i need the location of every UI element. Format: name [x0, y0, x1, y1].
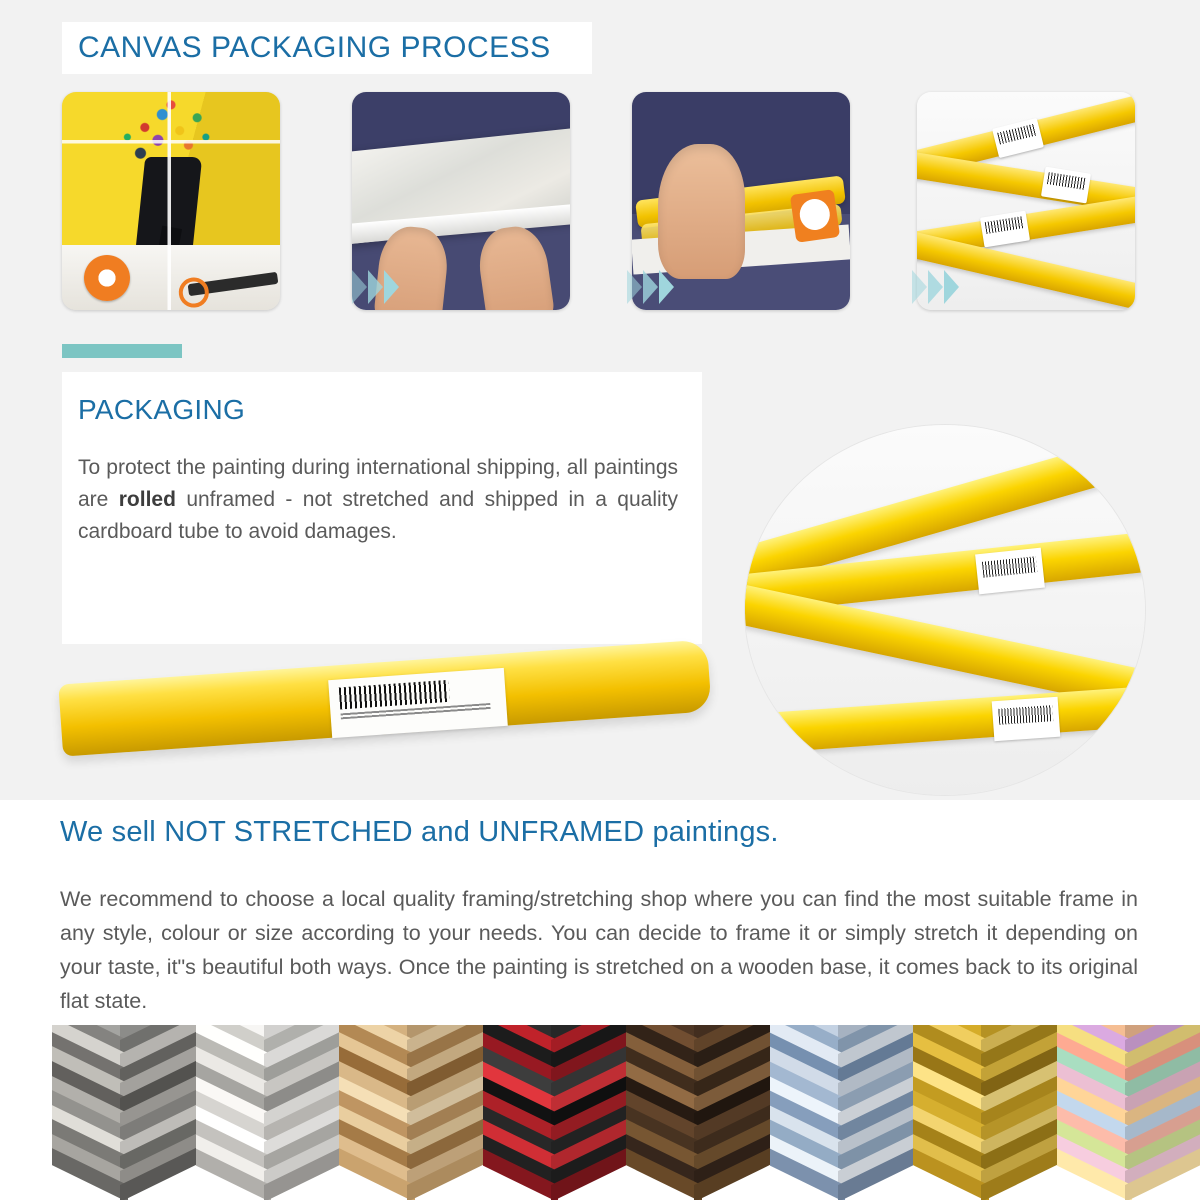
tubes-closeup-circle-photo: [745, 425, 1145, 795]
canvas-packaging-process-section: [0, 0, 1200, 330]
packaging-title: PACKAGING: [78, 394, 246, 425]
frames-pastel-blue: [770, 1025, 914, 1200]
frames-wood-natural: [339, 1025, 483, 1200]
painting-with-scissors-photo: [62, 92, 280, 310]
frame-sample: [196, 1185, 340, 1200]
frames-black-red: [483, 1025, 627, 1200]
frame-sample: [626, 1185, 770, 1200]
shipping-label: [328, 668, 508, 738]
chevron-right-icon: [352, 270, 412, 304]
frame-samples-strip: [52, 1025, 1200, 1200]
page-title: CANVAS PACKAGING PROCESS: [62, 22, 592, 74]
packaging-body-bold: rolled: [118, 488, 176, 511]
packaging-body-prefix: To protect the painting during international shipping, all paintings are: [78, 456, 678, 511]
frames-silver-grey: [52, 1025, 196, 1200]
process-steps: [62, 92, 1152, 310]
teal-accent-bar: [62, 344, 182, 358]
hand-taping: [658, 144, 745, 279]
tape-dispenser-icon: [790, 189, 840, 243]
packaging-section: [0, 330, 1200, 800]
frames-dark-wood: [626, 1025, 770, 1200]
frame-sample: [1057, 1185, 1200, 1200]
chevron-right-icon: [912, 270, 972, 304]
section-paragraph: We recommend to choose a local quality framing/stretching shop where you can find the most suitable frame in any style, colour or size according to your needs. You can decide to frame it or simply stretch it depending on your taste, it"s beautiful both ways. Once the painting is stretched on a wooden base, it comes back to its original flat state.: [60, 887, 1138, 1013]
frame-sample: [339, 1185, 483, 1200]
barcode-icon: [975, 547, 1045, 594]
chevron-right-icon: [627, 270, 687, 304]
section-headline: We sell NOT STRETCHED and UNFRAMED paintings.: [60, 816, 779, 848]
frame-sample: [483, 1185, 627, 1200]
hand-right: [474, 223, 554, 310]
frames-gold-bronze: [913, 1025, 1057, 1200]
process-step-image-1: [62, 92, 280, 310]
frames-warm-pastel: [1057, 1025, 1200, 1200]
packaging-body: [78, 452, 678, 548]
frames-white-silver: [196, 1025, 340, 1200]
packaging-card: [62, 372, 702, 644]
frame-sample: [913, 1185, 1057, 1200]
barcode-icon: [339, 680, 450, 710]
not-stretched-section: [0, 800, 1200, 1025]
packaging-body-suffix: unframed - not stretched and shipped in a quality cardboard tube to avoid damages.: [78, 488, 679, 543]
frame-sample: [52, 1185, 196, 1200]
barcode-icon: [992, 697, 1061, 742]
rolled-canvas-tube-photo: [60, 650, 710, 780]
frame-sample: [770, 1185, 914, 1200]
